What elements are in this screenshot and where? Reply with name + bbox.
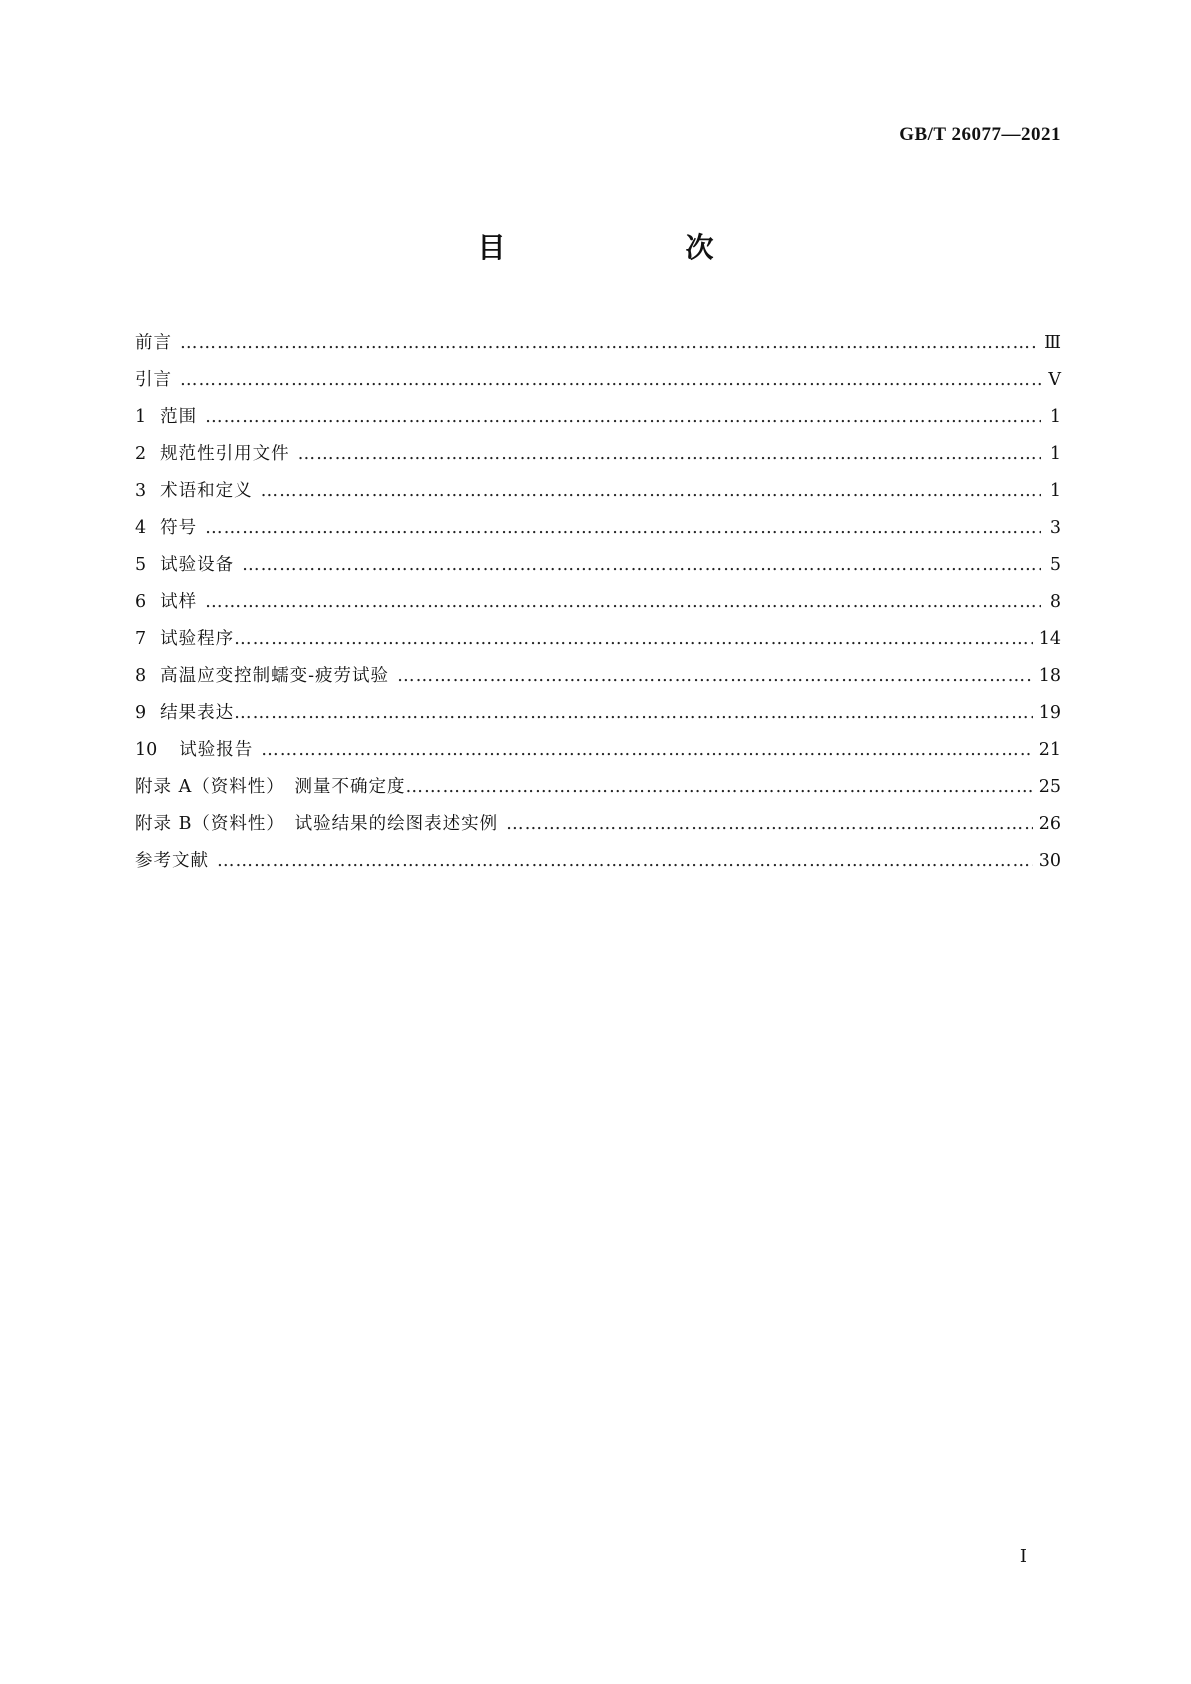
toc-entry-number: 9: [135, 703, 147, 723]
toc-entry-label: 参考文献: [135, 851, 209, 871]
toc-dot-leader: [205, 399, 1041, 436]
toc-entry-label: 术语和定义: [160, 481, 253, 501]
toc-entry-introduction[interactable]: [135, 362, 1061, 399]
toc-entry-label: 结果表达: [160, 703, 235, 723]
toc-entry-page: 8: [1049, 592, 1061, 612]
toc-entry-creep-fatigue-test[interactable]: [135, 658, 1061, 695]
toc-entry-test-report[interactable]: [135, 732, 1061, 769]
toc-entry-page: 18: [1038, 666, 1061, 686]
standard-code: GB/T 26077—2021: [899, 124, 1061, 145]
toc-entry-scope[interactable]: [135, 399, 1061, 436]
toc-entry-normative-references[interactable]: [135, 436, 1061, 473]
toc-dot-leader: [397, 658, 1033, 695]
toc-entry-number: 2: [135, 444, 147, 464]
toc-dot-leader: [217, 843, 1033, 880]
toc-entry-symbols[interactable]: [135, 510, 1061, 547]
toc-entry-page: 1: [1049, 407, 1061, 427]
toc-entry-label: 附录 A（资料性） 测量不确定度: [135, 777, 406, 797]
toc-entry-specimens[interactable]: [135, 584, 1061, 621]
toc-entry-page: Ⅲ: [1044, 333, 1061, 353]
toc-entry-number: 6: [135, 592, 147, 612]
toc-entry-label: 规范性引用文件: [160, 444, 290, 464]
toc-entry-page: 1: [1049, 481, 1061, 501]
toc-entry-test-equipment[interactable]: [135, 547, 1061, 584]
toc-entry-page: 21: [1038, 740, 1061, 760]
toc-entry-page: 25: [1038, 777, 1061, 797]
toc-entry-label: 符号: [160, 518, 198, 538]
toc-dot-leader: [234, 695, 1033, 732]
toc-entry-label: 试验报告: [179, 740, 254, 760]
toc-entry-number: 8: [135, 666, 147, 686]
toc-entry-label: 试验程序: [160, 629, 235, 649]
toc-entry-number: 10: [135, 740, 158, 760]
toc-entry-page: Ⅴ: [1048, 370, 1061, 390]
toc-entry-terms-and-definitions[interactable]: [135, 473, 1061, 510]
page-number: Ⅰ: [1019, 1546, 1027, 1566]
toc-entry-annex-b[interactable]: [135, 806, 1061, 843]
toc-entry-label: 试样: [160, 592, 198, 612]
toc-entry-label: 前言: [135, 333, 172, 353]
toc-entry-number: 7: [135, 629, 147, 649]
toc-dot-leader: [405, 769, 1032, 806]
toc-entry-label: 试验设备: [160, 555, 235, 575]
toc-entry-number: 3: [135, 481, 147, 501]
toc-entry-label: 引言: [135, 370, 172, 390]
toc-entry-number: 5: [135, 555, 147, 575]
toc-dot-leader: [180, 325, 1038, 362]
toc-entry-label: 附录 B（资料性） 试验结果的绘图表述实例: [135, 814, 499, 834]
toc-entry-number: 1: [135, 407, 147, 427]
toc-entry-page: 30: [1038, 851, 1061, 871]
toc-entry-label: 高温应变控制蠕变-疲劳试验: [160, 666, 390, 686]
toc-dot-leader: [234, 621, 1033, 658]
toc-dot-leader: [506, 806, 1033, 843]
toc-entry-number: 4: [135, 518, 147, 538]
toc-entry-page: 19: [1038, 703, 1061, 723]
toc-entry-page: 26: [1038, 814, 1061, 834]
toc-entry-annex-a[interactable]: [135, 769, 1061, 806]
toc-dot-leader: [205, 584, 1041, 621]
toc-entry-label: 范围: [160, 407, 198, 427]
toc-entry-page: 3: [1049, 518, 1061, 538]
toc-dot-leader: [261, 473, 1041, 510]
toc-dot-leader: [180, 362, 1041, 399]
toc-dot-leader: [205, 510, 1041, 547]
toc-entry-page: 5: [1049, 555, 1061, 575]
toc-dot-leader: [261, 732, 1032, 769]
toc-entry-page: 14: [1038, 629, 1061, 649]
toc-entry-page: 1: [1049, 444, 1061, 464]
toc-title: 目 次: [477, 231, 790, 264]
toc-entry-test-procedure[interactable]: [135, 621, 1061, 658]
toc-entry-results-presentation[interactable]: [135, 695, 1061, 732]
toc-dot-leader: [298, 436, 1041, 473]
toc-dot-leader: [242, 547, 1041, 584]
toc-entry-bibliography[interactable]: [135, 843, 1061, 880]
table-of-contents: [135, 325, 1061, 880]
toc-entry-foreword[interactable]: [135, 325, 1061, 362]
